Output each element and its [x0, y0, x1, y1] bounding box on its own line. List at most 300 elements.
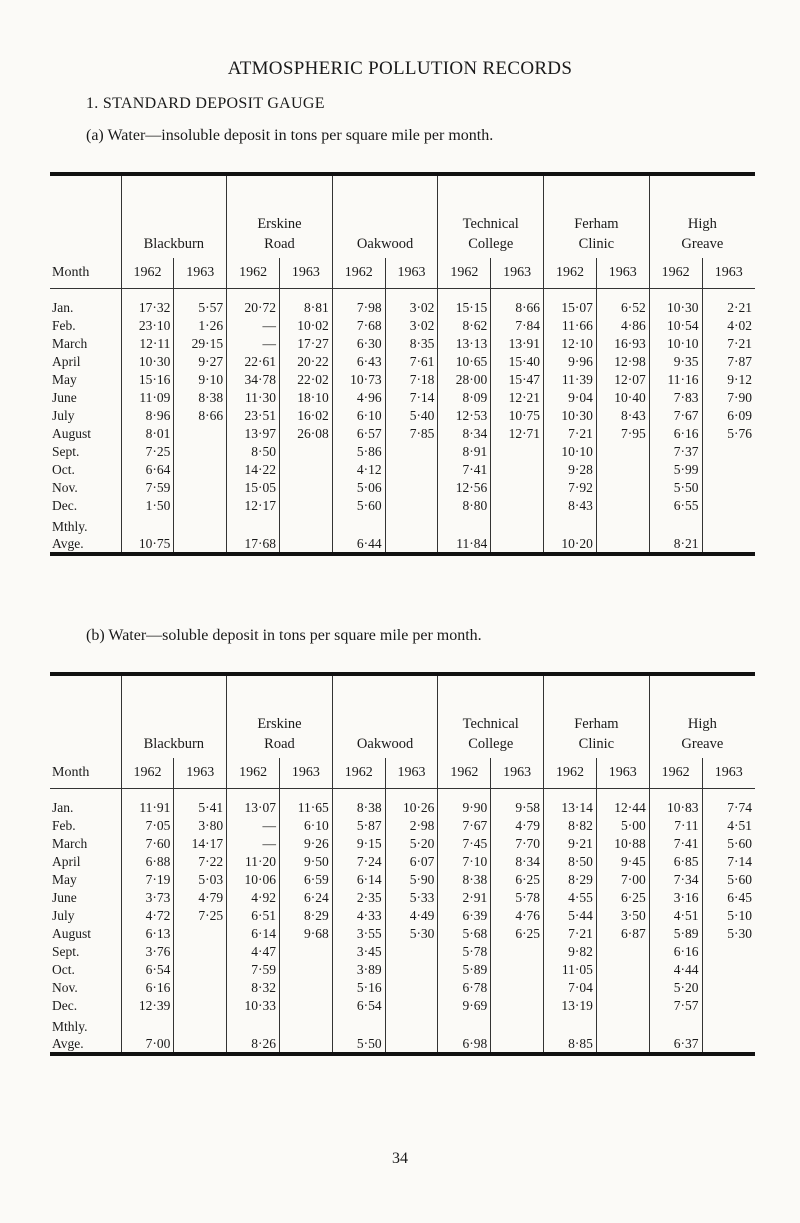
table-row	[50, 371, 755, 389]
data-cell: 7·21	[702, 335, 755, 353]
data-cell: 7·10	[438, 853, 491, 871]
data-cell: 2·98	[385, 817, 438, 835]
data-cell: 4·47	[227, 943, 280, 961]
data-cell: 6·55	[649, 497, 702, 515]
station-name-line1: Ferham	[574, 216, 619, 232]
data-cell: 15·47	[491, 371, 544, 389]
data-cell: 7·90	[702, 389, 755, 407]
data-cell: 8·38	[174, 389, 227, 407]
data-cell: 8·34	[491, 853, 544, 871]
average-cell	[279, 1035, 332, 1054]
year-header: 1963	[596, 758, 649, 789]
month-label: March	[52, 836, 88, 851]
station-name-line2: Road	[264, 236, 295, 252]
average-cell: 17·68	[227, 535, 280, 554]
month-label: March	[52, 336, 88, 351]
data-cell: 8·35	[385, 335, 438, 353]
station-header	[649, 174, 755, 258]
data-cell: 11·66	[544, 317, 597, 335]
data-cell: 9·68	[279, 925, 332, 943]
data-cell: 6·25	[491, 871, 544, 889]
data-cell: 2·35	[332, 889, 385, 907]
data-cell	[385, 479, 438, 497]
data-cell: 7·11	[649, 817, 702, 835]
data-cell: 7·34	[649, 871, 702, 889]
avg-label-line2: Avge.	[50, 535, 121, 554]
data-cell: 6·30	[332, 335, 385, 353]
data-cell: 8·50	[227, 443, 280, 461]
data-cell: 8·43	[544, 497, 597, 515]
table-row	[50, 835, 755, 853]
data-cell: 15·05	[227, 479, 280, 497]
data-cell: 7·59	[227, 961, 280, 979]
data-cell: 10·30	[121, 353, 174, 371]
table-row	[50, 443, 755, 461]
data-cell: 7·21	[544, 425, 597, 443]
average-cell	[596, 1035, 649, 1054]
data-cell: 12·17	[227, 497, 280, 515]
data-cell: 6·45	[702, 889, 755, 907]
data-cell	[702, 497, 755, 515]
data-cell: 9·96	[544, 353, 597, 371]
year-header: 1963	[174, 258, 227, 289]
month-label: Feb.	[52, 318, 76, 333]
table-row	[50, 461, 755, 479]
station-header-row	[50, 174, 755, 258]
data-cell: 7·92	[544, 479, 597, 497]
data-cell: —	[227, 317, 280, 335]
station-name-line1	[122, 214, 227, 234]
data-cell	[702, 943, 755, 961]
data-cell: 5·41	[174, 799, 227, 817]
data-cell	[279, 443, 332, 461]
station-name-line1	[122, 714, 227, 734]
station-header	[438, 674, 544, 758]
table-row	[50, 925, 755, 943]
year-header: 1963	[491, 758, 544, 789]
year-header: 1962	[544, 258, 597, 289]
month-label: Sept.	[52, 944, 80, 959]
data-cell: 7·45	[438, 835, 491, 853]
data-cell: 8·38	[332, 799, 385, 817]
table-row	[50, 353, 755, 371]
data-cell: 10·06	[227, 871, 280, 889]
year-header: 1962	[649, 758, 702, 789]
data-cell: 14·17	[174, 835, 227, 853]
month-label: Jan.	[52, 300, 74, 315]
data-cell: 8·66	[491, 299, 544, 317]
data-cell: 6·25	[491, 925, 544, 943]
data-cell: 7·67	[649, 407, 702, 425]
data-cell	[491, 961, 544, 979]
data-cell	[491, 443, 544, 461]
data-cell: 7·41	[438, 461, 491, 479]
data-cell: 13·91	[491, 335, 544, 353]
data-cell: 9·15	[332, 835, 385, 853]
data-cell: 6·78	[438, 979, 491, 997]
data-cell: 6·16	[121, 979, 174, 997]
data-cell: 8·91	[438, 443, 491, 461]
data-cell: 5·87	[332, 817, 385, 835]
data-cell: 1·26	[174, 317, 227, 335]
data-cell: 9·28	[544, 461, 597, 479]
data-cell: 8·29	[279, 907, 332, 925]
average-cell	[279, 535, 332, 554]
data-cell: 8·32	[227, 979, 280, 997]
data-cell: 6·54	[332, 997, 385, 1015]
data-cell: 3·76	[121, 943, 174, 961]
data-cell: 5·20	[385, 835, 438, 853]
average-cell	[702, 535, 755, 554]
data-cell: 7·19	[121, 871, 174, 889]
data-cell: 5·89	[438, 961, 491, 979]
data-cell: 9·10	[174, 371, 227, 389]
monthly-average-row	[50, 1035, 755, 1054]
average-cell: 8·21	[649, 535, 702, 554]
data-cell: 6·10	[279, 817, 332, 835]
data-cell: 6·10	[332, 407, 385, 425]
average-cell: 6·98	[438, 1035, 491, 1054]
data-cell: 11·65	[279, 799, 332, 817]
month-header: Month	[50, 758, 121, 789]
month-label: April	[52, 354, 81, 369]
data-cell	[174, 425, 227, 443]
page-title: ATMOSPHERIC POLLUTION RECORDS	[227, 58, 573, 79]
data-cell: 7·74	[702, 799, 755, 817]
data-cell: 5·89	[649, 925, 702, 943]
station-name-line1	[333, 714, 438, 734]
station-name-line1: Erskine	[257, 716, 302, 732]
data-cell: 11·05	[544, 961, 597, 979]
page-number: 34	[392, 1150, 408, 1167]
data-cell: 12·39	[121, 997, 174, 1015]
data-cell: 7·37	[649, 443, 702, 461]
station-header	[121, 674, 227, 758]
average-cell: 11·84	[438, 535, 491, 554]
data-cell: 5·33	[385, 889, 438, 907]
data-cell: 4·92	[227, 889, 280, 907]
data-cell: 3·16	[649, 889, 702, 907]
year-header: 1962	[227, 258, 280, 289]
data-cell: 10·33	[227, 997, 280, 1015]
data-cell: 7·14	[385, 389, 438, 407]
data-cell: 11·30	[227, 389, 280, 407]
data-cell: 6·54	[121, 961, 174, 979]
data-cell: 8·34	[438, 425, 491, 443]
data-cell: 9·21	[544, 835, 597, 853]
average-cell	[174, 1035, 227, 1054]
data-cell: 7·98	[332, 299, 385, 317]
data-cell: 11·20	[227, 853, 280, 871]
year-header: 1962	[438, 758, 491, 789]
station-name-line2: Blackburn	[143, 736, 205, 752]
average-cell	[491, 1035, 544, 1054]
data-cell: 8·43	[596, 407, 649, 425]
data-cell: 13·13	[438, 335, 491, 353]
year-header: 1963	[702, 758, 755, 789]
data-cell: 11·91	[121, 799, 174, 817]
data-cell: 7·85	[385, 425, 438, 443]
station-header-row	[50, 674, 755, 758]
data-cell: 17·27	[279, 335, 332, 353]
station-name-line2: Greave	[681, 236, 724, 252]
data-cell: —	[227, 817, 280, 835]
data-cell: 8·62	[438, 317, 491, 335]
data-cell: 16·02	[279, 407, 332, 425]
table-b-caption: (b) Water—soluble deposit in tons per square mile per month.	[86, 627, 482, 644]
data-cell	[702, 979, 755, 997]
data-cell: 15·16	[121, 371, 174, 389]
data-cell: 10·26	[385, 799, 438, 817]
data-cell: 7·22	[174, 853, 227, 871]
data-cell: 12·98	[596, 353, 649, 371]
data-cell: 7·41	[649, 835, 702, 853]
data-cell: 18·10	[279, 389, 332, 407]
month-label: June	[52, 390, 77, 405]
data-cell: 5·20	[649, 979, 702, 997]
data-cell: 22·61	[227, 353, 280, 371]
data-cell: 12·71	[491, 425, 544, 443]
data-cell	[174, 943, 227, 961]
data-cell: 6·16	[649, 425, 702, 443]
data-cell: 17·32	[121, 299, 174, 317]
year-header: 1963	[491, 258, 544, 289]
data-cell	[279, 461, 332, 479]
data-cell: 12·44	[596, 799, 649, 817]
data-cell: 8·50	[544, 853, 597, 871]
data-cell	[596, 961, 649, 979]
data-cell	[279, 497, 332, 515]
data-cell: 4·55	[544, 889, 597, 907]
average-cell: 8·26	[227, 1035, 280, 1054]
data-cell: 13·97	[227, 425, 280, 443]
data-cell: 7·84	[491, 317, 544, 335]
data-cell	[385, 997, 438, 1015]
data-cell: 5·60	[702, 871, 755, 889]
month-label: Nov.	[52, 980, 78, 995]
data-cell: 6·24	[279, 889, 332, 907]
data-cell: 5·10	[702, 907, 755, 925]
data-cell: 34·78	[227, 371, 280, 389]
data-cell: 14·22	[227, 461, 280, 479]
table-row	[50, 979, 755, 997]
data-cell: 2·21	[702, 299, 755, 317]
data-cell	[385, 943, 438, 961]
data-cell: 10·83	[649, 799, 702, 817]
data-cell	[174, 997, 227, 1015]
data-cell	[385, 461, 438, 479]
data-cell	[174, 461, 227, 479]
data-cell: 2·91	[438, 889, 491, 907]
table-row	[50, 961, 755, 979]
data-cell: 5·03	[174, 871, 227, 889]
data-cell: 9·58	[491, 799, 544, 817]
data-cell: 10·75	[491, 407, 544, 425]
data-cell: 9·45	[596, 853, 649, 871]
corner-cell	[50, 174, 121, 258]
station-name-line1: Ferham	[574, 716, 619, 732]
data-cell: 6·59	[279, 871, 332, 889]
data-cell	[491, 997, 544, 1015]
data-cell: 7·25	[174, 907, 227, 925]
data-cell: 4·86	[596, 317, 649, 335]
data-cell	[174, 979, 227, 997]
data-cell: 7·70	[491, 835, 544, 853]
data-cell: 11·09	[121, 389, 174, 407]
data-cell: 6·14	[332, 871, 385, 889]
data-cell	[491, 479, 544, 497]
table-row	[50, 943, 755, 961]
data-cell: 10·40	[596, 389, 649, 407]
year-header: 1963	[279, 758, 332, 789]
year-header: 1963	[596, 258, 649, 289]
station-name-line1: Technical	[462, 716, 519, 732]
station-name-line2: College	[468, 736, 514, 752]
month-label: August	[52, 426, 92, 441]
data-cell: 4·96	[332, 389, 385, 407]
data-cell: 8·81	[279, 299, 332, 317]
station-name-line2: Greave	[681, 736, 724, 752]
data-cell: 20·72	[227, 299, 280, 317]
data-cell	[702, 961, 755, 979]
data-cell: 5·16	[332, 979, 385, 997]
data-cell: 10·88	[596, 835, 649, 853]
table-row	[50, 907, 755, 925]
average-cell	[596, 535, 649, 554]
data-cell	[491, 979, 544, 997]
data-cell	[174, 961, 227, 979]
data-cell: 12·56	[438, 479, 491, 497]
station-name-line2: Road	[264, 736, 295, 752]
data-cell: 10·65	[438, 353, 491, 371]
month-label: Feb.	[52, 818, 76, 833]
data-cell: 6·52	[596, 299, 649, 317]
data-cell: 10·30	[544, 407, 597, 425]
month-label: Sept.	[52, 444, 80, 459]
table-row	[50, 317, 755, 335]
month-label: Dec.	[52, 498, 78, 513]
data-cell: 7·21	[544, 925, 597, 943]
table-row	[50, 817, 755, 835]
year-header: 1962	[649, 258, 702, 289]
data-cell: 9·90	[438, 799, 491, 817]
data-cell: 12·21	[491, 389, 544, 407]
data-cell: 4·02	[702, 317, 755, 335]
data-cell: 10·54	[649, 317, 702, 335]
data-cell: 7·18	[385, 371, 438, 389]
data-cell: 1·50	[121, 497, 174, 515]
month-header: Month	[50, 258, 121, 289]
month-label: May	[52, 872, 77, 887]
table-row	[50, 335, 755, 353]
data-cell: 5·30	[702, 925, 755, 943]
data-cell: 7·00	[596, 871, 649, 889]
data-cell: 5·60	[332, 497, 385, 515]
data-cell: 12·10	[544, 335, 597, 353]
data-cell: 9·26	[279, 835, 332, 853]
year-header: 1963	[174, 758, 227, 789]
data-cell: 7·57	[649, 997, 702, 1015]
data-cell: 9·12	[702, 371, 755, 389]
table-row	[50, 997, 755, 1015]
month-label: Oct.	[52, 962, 75, 977]
data-cell: 8·96	[121, 407, 174, 425]
section-title: 1. STANDARD DEPOSIT GAUGE	[86, 95, 325, 112]
year-header-row	[50, 258, 755, 289]
station-name-line1: High	[687, 216, 717, 232]
data-cell: 26·08	[279, 425, 332, 443]
month-label: Nov.	[52, 480, 78, 495]
data-cell: 6·07	[385, 853, 438, 871]
data-cell	[596, 443, 649, 461]
data-cell: 13·14	[544, 799, 597, 817]
year-header: 1963	[702, 258, 755, 289]
data-cell: —	[227, 335, 280, 353]
data-cell	[596, 479, 649, 497]
data-cell: 9·27	[174, 353, 227, 371]
data-cell: 13·07	[227, 799, 280, 817]
data-cell: 9·82	[544, 943, 597, 961]
avg-label-line1: Mthly.	[52, 1019, 88, 1034]
station-name-line2: College	[468, 236, 514, 252]
data-cell	[491, 943, 544, 961]
data-cell: 6·13	[121, 925, 174, 943]
data-cell	[596, 497, 649, 515]
data-cell: 3·50	[596, 907, 649, 925]
month-label: May	[52, 372, 77, 387]
data-cell: 7·83	[649, 389, 702, 407]
data-cell	[596, 943, 649, 961]
station-header	[121, 174, 227, 258]
table-row	[50, 497, 755, 515]
data-cell: 5·30	[385, 925, 438, 943]
insoluble-deposit-table	[50, 172, 755, 556]
data-cell	[385, 979, 438, 997]
data-cell: 5·50	[649, 479, 702, 497]
data-cell: 4·76	[491, 907, 544, 925]
station-name-line2: Clinic	[578, 236, 615, 252]
data-cell: 5·40	[385, 407, 438, 425]
station-name-line1: High	[687, 716, 717, 732]
data-cell: 12·07	[596, 371, 649, 389]
year-header-row	[50, 758, 755, 789]
data-cell	[174, 443, 227, 461]
data-cell: 5·06	[332, 479, 385, 497]
average-cell	[385, 1035, 438, 1054]
average-cell: 5·50	[332, 1035, 385, 1054]
data-cell: 5·76	[702, 425, 755, 443]
data-cell: —	[227, 835, 280, 853]
month-label: August	[52, 926, 92, 941]
station-header	[544, 674, 650, 758]
data-cell	[279, 979, 332, 997]
year-header: 1962	[332, 758, 385, 789]
data-cell: 6·88	[121, 853, 174, 871]
data-cell: 10·10	[544, 443, 597, 461]
table-row	[50, 871, 755, 889]
data-cell: 5·60	[702, 835, 755, 853]
avg-label-line2: Avge.	[50, 1035, 121, 1054]
average-cell: 6·44	[332, 535, 385, 554]
soluble-deposit-table	[50, 672, 755, 1056]
data-cell: 9·50	[279, 853, 332, 871]
data-cell: 6·09	[702, 407, 755, 425]
data-cell	[702, 479, 755, 497]
data-cell: 4·79	[174, 889, 227, 907]
data-cell: 13·19	[544, 997, 597, 1015]
year-header: 1962	[332, 258, 385, 289]
data-cell: 7·04	[544, 979, 597, 997]
